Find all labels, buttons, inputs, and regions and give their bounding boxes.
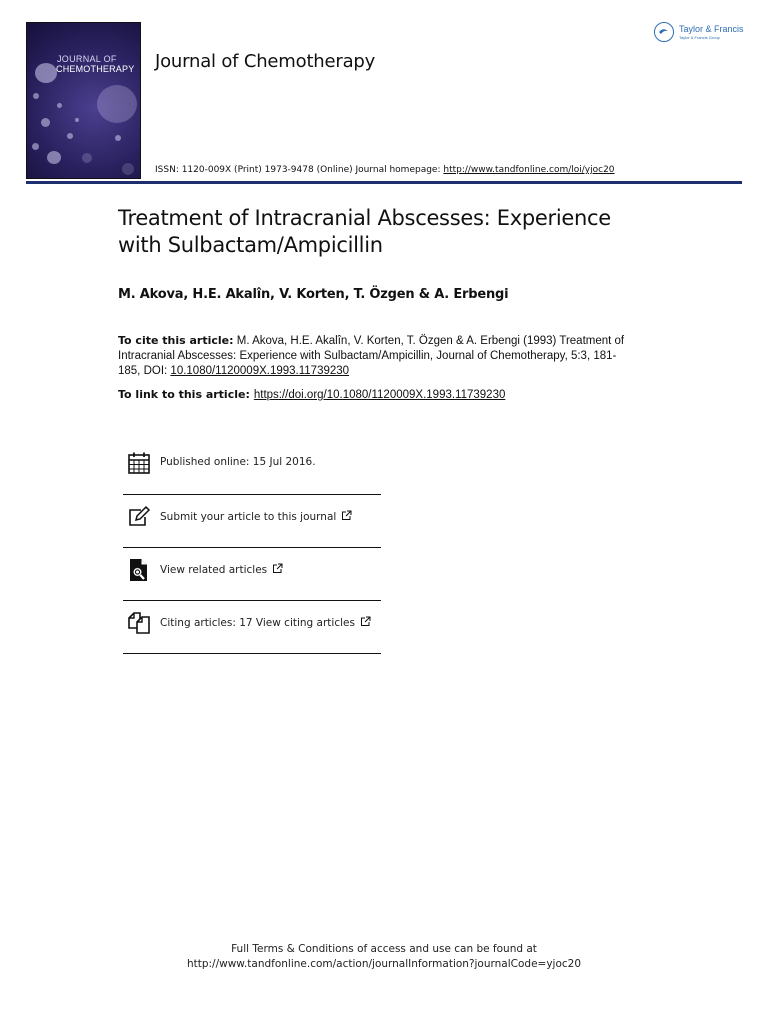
journal-title: Journal of Chemotherapy	[155, 51, 376, 72]
footer-terms-link[interactable]: http://www.tandfonline.com/action/journalInformation?journalCode=yjoc20	[186, 958, 582, 970]
citing-articles-item[interactable]	[123, 597, 381, 649]
article-link-line	[118, 388, 505, 401]
footer-line1: Full Terms & Conditions of access and use can be found at	[231, 943, 537, 955]
header-divider	[26, 181, 742, 184]
article-title	[118, 205, 678, 259]
publisher-name: Taylor & Francis	[679, 24, 744, 34]
external-link-icon	[360, 616, 371, 630]
item-divider	[123, 653, 381, 654]
publisher-logo	[654, 22, 750, 46]
published-online-item	[123, 437, 381, 489]
article-title-line2: with Sulbactam/Ampicillin	[118, 233, 383, 257]
cite-label: To cite this article:	[118, 334, 234, 347]
issn-line	[155, 165, 615, 175]
related-articles-item[interactable]	[123, 544, 381, 596]
citing-articles-label: Citing articles: 17 View citing articles	[160, 617, 355, 629]
edit-icon	[127, 505, 151, 529]
article-authors: M. Akova, H.E. Akalîn, V. Korten, T. Özgen & A. Erbengi	[118, 287, 509, 302]
search-document-icon	[127, 558, 151, 582]
submit-article-label: Submit your article to this journal	[160, 511, 337, 523]
citing-articles-link[interactable]	[160, 616, 371, 630]
cover-title-line1: JOURNAL OF	[57, 54, 117, 64]
footer-terms	[0, 942, 768, 972]
cover-title-line2: CHEMOTHERAPY	[56, 64, 135, 74]
journal-cover-image	[26, 22, 141, 179]
related-articles-link[interactable]	[160, 563, 283, 577]
submit-article-link[interactable]	[160, 510, 352, 524]
external-link-icon	[341, 510, 352, 524]
calendar-icon	[127, 451, 151, 475]
link-label: To link to this article:	[118, 388, 250, 401]
citing-articles-icon	[127, 611, 151, 635]
cite-text: M. Akova, H.E. Akalîn, V. Korten, T. Özgen & A. Erbengi (1993) Treatment of Intracranial Abscesses: Experience with Sulbactam/Ampicillin, Journal of Chemotherapy, 5:3, 181-185, DOI:	[118, 335, 625, 377]
external-link-icon	[272, 563, 283, 577]
publisher-logo-icon	[654, 22, 674, 42]
issn-text: ISSN: 1120-009X (Print) 1973-9478 (Online) Journal homepage:	[155, 165, 444, 175]
publisher-group: Taylor & Francis Group	[679, 35, 720, 40]
published-online-text: Published online: 15 Jul 2016.	[160, 456, 316, 468]
cite-doi-link[interactable]: 10.1080/1120009X.1993.11739230	[170, 365, 350, 377]
article-doi-link[interactable]: https://doi.org/10.1080/1120009X.1993.11739230	[253, 389, 506, 401]
article-title-line1: Treatment of Intracranial Abscesses: Experience	[118, 206, 611, 230]
citation-block	[118, 333, 638, 379]
submit-article-item[interactable]	[123, 491, 381, 543]
related-articles-label: View related articles	[160, 564, 268, 576]
journal-homepage-link[interactable]: http://www.tandfonline.com/loi/yjoc20	[443, 165, 615, 175]
